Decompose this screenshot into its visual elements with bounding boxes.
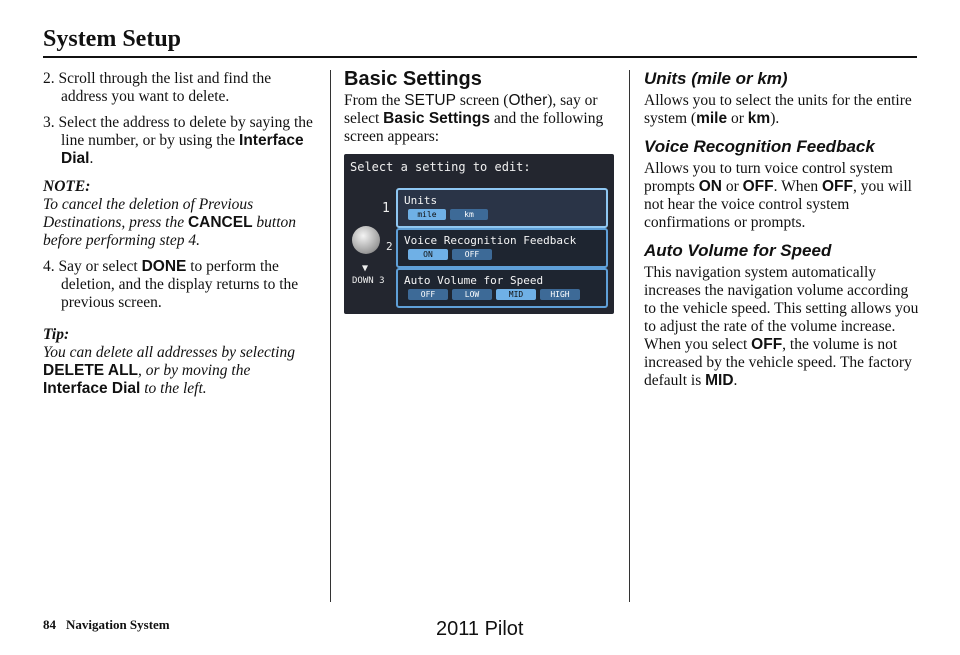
- step-4: 4. Say or select DONE to perform the deletion, and the display returns to the previous screen.: [43, 258, 299, 311]
- units-label: Units: [404, 194, 438, 207]
- heading-voice-feedback: Voice Recognition Feedback: [644, 137, 875, 156]
- header-rule: [43, 56, 917, 58]
- column-divider-1: [330, 70, 331, 602]
- down-label: DOWN 3: [352, 276, 385, 286]
- units-setting-panel: [396, 188, 608, 228]
- voice-feedback-setting-panel: [396, 228, 608, 268]
- section-heading-basic-settings: Basic Settings: [344, 68, 482, 90]
- voice-feedback-label: Voice Recognition Feedback: [404, 234, 577, 247]
- page-title: System Setup: [43, 26, 182, 52]
- interface-dial-icon: [352, 226, 380, 254]
- heading-auto-volume: Auto Volume for Speed: [644, 241, 832, 260]
- step-3: 3. Select the address to delete by saying the line number, or by using the Interface Dial.: [43, 114, 313, 167]
- option-vol-high: HIGH: [540, 289, 580, 300]
- heading-units: Units (mile or km): [644, 69, 788, 88]
- option-km: km: [450, 209, 488, 220]
- voice-feedback-text: Allows you to turn voice control system prompts ON or OFF. When OFF, you will not hear the voice control system confirmations or prompts.: [644, 160, 912, 231]
- note-text: To cancel the deletion of Previous Destinations, press the CANCEL button before performing step 4.: [43, 196, 297, 249]
- option-mile: mile: [408, 209, 446, 220]
- basic-settings-intro: From the SETUP screen (Other), say or select Basic Settings and the following screen appears:: [344, 92, 604, 145]
- down-arrow-icon: ▼: [362, 263, 369, 274]
- option-vol-low: LOW: [452, 289, 492, 300]
- column-divider-2: [629, 70, 630, 602]
- option-on: ON: [408, 249, 448, 260]
- column-right: [644, 70, 920, 390]
- auto-volume-setting-panel: [396, 268, 608, 308]
- column-left: [43, 70, 313, 398]
- auto-volume-text-2: When you select OFF, the volume is not increased by the vehicle speed. The factory default is MID.: [644, 336, 912, 389]
- option-vol-off: OFF: [408, 289, 448, 300]
- note-label: NOTE:: [43, 178, 91, 195]
- step-2: 2. Scroll through the list and find the address you want to delete.: [43, 70, 272, 105]
- column-middle: [344, 70, 616, 314]
- page-number: 84: [43, 617, 56, 632]
- screen-title: Select a setting to edit:: [350, 160, 531, 174]
- option-vol-mid: MID: [496, 289, 536, 300]
- option-off: OFF: [452, 249, 492, 260]
- footer: [43, 617, 170, 633]
- auto-volume-label: Auto Volume for Speed: [404, 274, 544, 287]
- watermark: 2011 Pilot: [436, 618, 524, 640]
- tip-text: You can delete all addresses by selecting DELETE ALL, or by moving the Interface Dial to the left.: [43, 344, 295, 397]
- settings-screenshot: [344, 154, 614, 314]
- line-number-2: 2: [386, 240, 393, 253]
- auto-volume-text-1: This navigation system automatically increases the navigation volume according to the vehicle speed. This setting allows you to adjust the rate of the volume increase.: [644, 264, 919, 335]
- line-number-1: 1: [382, 201, 390, 216]
- tip-label: Tip:: [43, 326, 70, 343]
- footer-section: Navigation System: [66, 617, 170, 632]
- units-text: Allows you to select the units for the entire system (mile or km).: [644, 92, 912, 127]
